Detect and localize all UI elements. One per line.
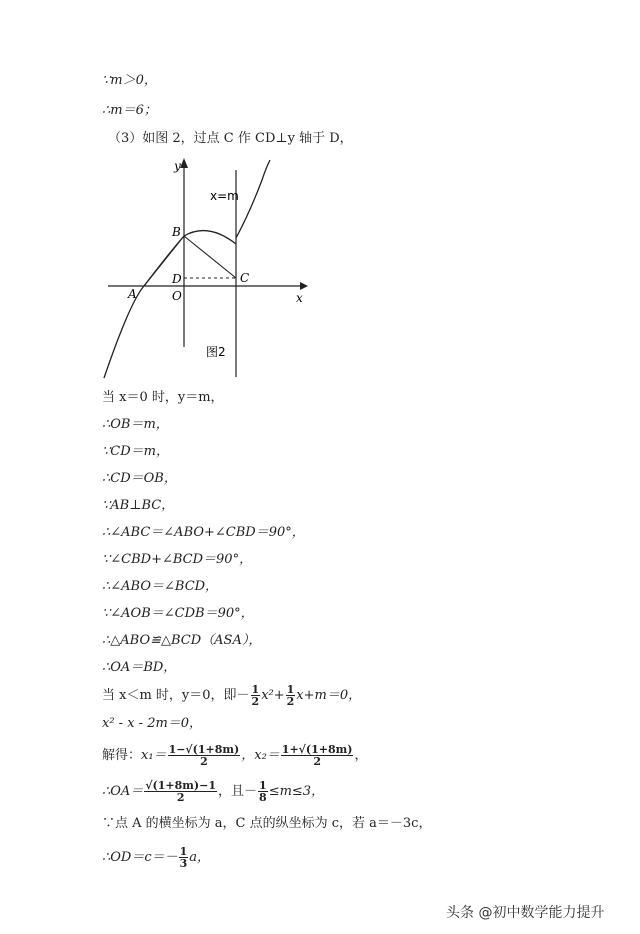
l17-end: ， xyxy=(354,748,368,763)
text-line-19: ∵点 A 的横坐标为 a，C 点的纵坐标为 c，若 a＝－3c， xyxy=(102,816,432,831)
fraction-1-3: $\frac{1}{3}$ xyxy=(179,845,188,870)
text-line-3: （3）如图 2，过点 C 作 CD⊥y 轴于 D， xyxy=(108,131,353,146)
label-y: y xyxy=(174,159,181,173)
l15-pre: 当 x＜m 时，y＝0，即－ xyxy=(102,688,250,703)
watermark-text: 头条 @初中数学能力提升 xyxy=(446,905,605,921)
fraction-x2: $\frac{1+√(1+8m)}{2}$ xyxy=(281,743,353,768)
fraction-oa: $\frac{√(1+8m)-1}{2}$ xyxy=(145,779,217,804)
text-line-2: ∴m＝6； xyxy=(102,103,157,118)
text-line-5: ∴OB＝m， xyxy=(102,417,169,432)
fraction-1-2-b: $\frac{1}{2}$ xyxy=(286,683,295,708)
right-curve-branch xyxy=(236,160,270,238)
label-D: D xyxy=(172,272,182,286)
label-C: C xyxy=(240,271,250,285)
figure-caption: 图2 xyxy=(206,345,226,359)
text-line-13: ∴△ABO≌△BCD（ASA）， xyxy=(102,633,262,648)
l17-x1: x₁＝ xyxy=(141,748,167,763)
label-A: A xyxy=(128,287,137,301)
text-line-7: ∴CD＝OB， xyxy=(102,471,177,486)
l18-post: ≤m≤3， xyxy=(268,784,325,799)
fraction-1-8: $\frac{1}{8}$ xyxy=(259,779,267,804)
l20-pre: ∴OD＝c＝－ xyxy=(102,850,178,865)
l18-pre: ∴OA＝ xyxy=(102,784,144,799)
text-line-17 xyxy=(102,744,368,767)
fraction-x1: $\frac{1-√(1+8m)}{2}$ xyxy=(168,743,240,768)
text-line-8: ∵AB⊥BC， xyxy=(102,498,175,513)
text-line-14: ∴OA＝BD， xyxy=(102,660,177,675)
text-line-10: ∵∠CBD+∠BCD＝90°， xyxy=(102,552,253,567)
text-line-6: ∵CD＝m， xyxy=(102,444,169,459)
segment-BC xyxy=(184,236,236,278)
l15-post: x+m＝0， xyxy=(296,688,362,703)
x-axis-arrow xyxy=(300,282,308,290)
label-x: x xyxy=(296,291,303,305)
text-line-15 xyxy=(102,684,361,707)
l17-x2: ，x₂＝ xyxy=(241,748,280,763)
l17-label: 解得： xyxy=(102,748,142,763)
text-line-11: ∴∠ABO＝∠BCD， xyxy=(102,579,219,594)
l18-mid: ，且－ xyxy=(218,784,258,799)
text-line-18 xyxy=(102,780,324,803)
l20-post: a， xyxy=(189,850,211,865)
text-line-4: 当 x＝0 时，y＝m， xyxy=(102,390,224,405)
text-line-12: ∵∠AOB＝∠CDB＝90°， xyxy=(102,606,254,621)
text-line-16: x² - x - 2m＝0， xyxy=(102,716,203,731)
label-B: B xyxy=(172,225,181,239)
l15-mid: x²+ xyxy=(261,688,285,703)
y-axis-arrow xyxy=(180,158,188,168)
fraction-1-2: $\frac{1}{2}$ xyxy=(251,683,260,708)
text-line-1: ∵m＞0， xyxy=(102,73,157,88)
label-x-equals-m: x=m xyxy=(210,189,239,203)
figure-2-graph xyxy=(100,152,310,382)
label-O: O xyxy=(172,289,182,303)
text-line-20 xyxy=(102,846,210,869)
text-line-9: ∴∠ABC＝∠ABO+∠CBD＝90°， xyxy=(102,525,305,540)
